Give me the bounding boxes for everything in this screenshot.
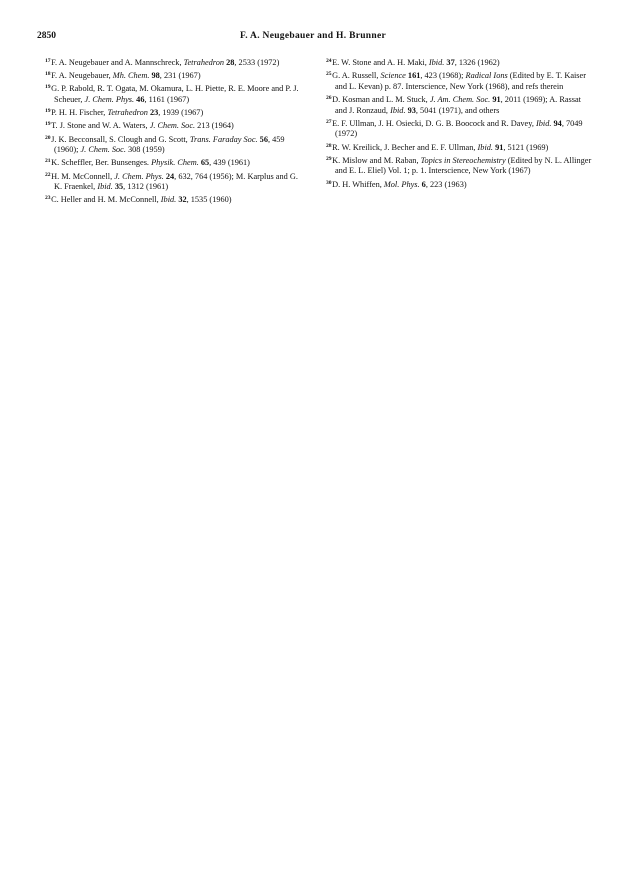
reference-text: , 632, 764 (1956); M. Karplus and G. K. Fraenkel, <box>54 171 298 192</box>
journal-title: Mol. Phys. <box>383 179 420 189</box>
journal-title: Trans. Faraday Soc. <box>189 134 258 144</box>
volume-number: 24 <box>165 171 175 181</box>
page-number: 2850 <box>37 31 56 41</box>
journal-title: J. Am. Chem. Soc. <box>429 94 491 104</box>
volume-number: 91 <box>495 142 504 152</box>
reference-text: G. P. Rabold, R. T. Ogata, M. Okamura, L. H. Piette, R. E. Moore and P. J. Scheuer, <box>51 84 299 104</box>
reference-text: J. K. Becconsall, S. Clough and G. Scott, <box>51 134 190 144</box>
volume-number: 28 <box>226 58 235 67</box>
reference-number: 26 <box>326 94 332 101</box>
reference-number: 19 <box>45 84 51 91</box>
reference-entry <box>326 154 594 177</box>
reference-number: 17 <box>45 58 51 64</box>
reference-text: D. Kosman and L. M. Stuck, <box>332 94 430 104</box>
reference-text: , 2533 (1972) <box>234 58 280 67</box>
journal-title: Ibid. <box>160 195 177 205</box>
journal-title: Tetrahedron <box>183 58 225 67</box>
reference-text: K. Scheffler, Ber. Bunsenges. <box>51 158 152 168</box>
reference-text: , 459 (1960); <box>54 134 285 155</box>
reference-text: , 1939 (1967) <box>158 108 204 118</box>
reference-number: 23 <box>45 195 51 202</box>
reference-text: R. W. Kreilick, J. Becher and E. F. Ullman, <box>332 142 478 152</box>
reference-number: 22 <box>45 171 51 178</box>
volume-number: 91 <box>492 94 501 104</box>
reference-entry <box>45 69 307 82</box>
reference-number: 24 <box>326 58 332 64</box>
journal-title: Mh. Chem. <box>112 71 150 81</box>
journal-title: J. Chem. Soc. <box>149 121 196 131</box>
reference-number: 27 <box>326 118 332 125</box>
journal-title: Radical Ions <box>465 71 508 81</box>
references-right-column <box>326 56 594 191</box>
volume-number: 161 <box>407 71 421 81</box>
volume-number: 56 <box>259 134 268 144</box>
page-header <box>37 31 589 45</box>
reference-entry <box>326 117 594 140</box>
reference-text: K. Mislow and M. Raban, <box>332 155 421 165</box>
journal-title: Science <box>380 71 406 81</box>
volume-number: 23 <box>149 108 159 118</box>
reference-number: 21 <box>45 158 51 165</box>
volume-number: 6 <box>421 179 426 189</box>
volume-number: 46 <box>136 94 145 104</box>
journal-title: Ibid. <box>535 118 552 128</box>
reference-entry <box>45 82 307 105</box>
volume-number: 93 <box>407 105 416 115</box>
journal-title: Topics in Stereochemistry <box>420 155 506 165</box>
reference-text: G. A. Russell, <box>332 71 381 81</box>
reference-number: 28 <box>326 142 332 149</box>
journal-title: J. Chem. Soc. <box>80 145 126 155</box>
running-head: F. A. Neugebauer and H. Brunner <box>239 31 386 41</box>
volume-number: 37 <box>446 58 455 67</box>
reference-entry <box>326 56 594 69</box>
reference-text: , 2011 (1969); A. Rassat and J. Ronzaud, <box>335 94 581 115</box>
reference-text: T. J. Stone and W. A. Waters, <box>51 121 150 131</box>
reference-text: , 439 (1961) <box>209 158 250 168</box>
reference-text: , 1326 (1962) <box>454 58 500 67</box>
reference-number: 29 <box>326 155 332 162</box>
reference-text: (Edited by N. L. Allinger and E. L. Eliel) Vol. 1; p. 1. Interscience, New York (1967) <box>335 155 592 176</box>
volume-number: 65 <box>200 158 210 168</box>
reference-entry <box>45 170 307 193</box>
reference-entry <box>45 193 307 206</box>
reference-text: , 1161 (1967) <box>144 94 190 104</box>
reference-number: 25 <box>326 71 332 78</box>
journal-title: Ibid. <box>97 182 113 192</box>
reference-text: , 5041 (1971), and others <box>415 105 500 115</box>
reference-entry <box>326 178 594 191</box>
volume-number: 94 <box>553 118 562 128</box>
reference-text: F. A. Neugebauer, <box>51 71 113 81</box>
reference-text: , 231 (1967) <box>159 71 201 81</box>
reference-number: 19 <box>45 108 51 115</box>
journal-title: Ibid. <box>477 142 493 152</box>
volume-number: 35 <box>114 182 124 192</box>
reference-text: , 1312 (1961) <box>123 182 169 192</box>
reference-text: 308 (1959) <box>125 145 165 155</box>
reference-entry <box>45 156 307 169</box>
journal-title: Tetrahedron <box>107 108 148 118</box>
volume-number: 98 <box>151 71 160 81</box>
reference-text: H. M. McConnell, <box>51 171 115 181</box>
reference-entry <box>45 133 307 156</box>
reference-text: C. Heller and H. M. McConnell, <box>51 195 161 205</box>
reference-entry <box>45 106 307 119</box>
reference-text: P. H. H. Fischer, <box>51 108 108 118</box>
reference-text: D. H. Whiffen, <box>332 179 384 189</box>
journal-title: Ibid. <box>390 105 406 115</box>
reference-text: , 423 (1968); <box>420 71 466 81</box>
reference-text: , 5121 (1969) <box>503 142 549 152</box>
reference-text: 213 (1964) <box>195 121 234 131</box>
reference-entry <box>326 93 594 116</box>
reference-text: , 1535 (1960) <box>186 195 232 205</box>
reference-entry <box>326 69 594 92</box>
reference-text: E. F. Ullman, J. H. Osiecki, D. G. B. Boocock and R. Davey, <box>332 118 536 128</box>
reference-number: 19 <box>45 121 51 128</box>
reference-entry <box>326 141 594 154</box>
reference-entry <box>45 56 307 69</box>
reference-entry <box>45 119 307 132</box>
volume-number: 32 <box>178 195 187 205</box>
reference-text: E. W. Stone and A. H. Maki, <box>332 58 429 67</box>
reference-text: F. A. Neugebauer and A. Mannschreck, <box>51 58 184 67</box>
reference-number: 20 <box>45 134 51 141</box>
journal-title: Physik. Chem. <box>151 158 199 168</box>
reference-text: , 7049 (1972) <box>335 118 583 139</box>
reference-text: (Edited by E. T. Kaiser and L. Kevan) p. 87. Interscience, New York (1968), and refs therein <box>335 71 586 91</box>
reference-number: 30 <box>326 179 332 186</box>
references-left-column <box>45 56 307 206</box>
reference-text: , 223 (1963) <box>425 179 467 189</box>
journal-title: J. Chem. Phys. <box>84 94 135 104</box>
reference-number: 18 <box>45 71 51 78</box>
journal-title: J. Chem. Phys. <box>114 171 164 181</box>
journal-title: Ibid. <box>428 58 445 67</box>
